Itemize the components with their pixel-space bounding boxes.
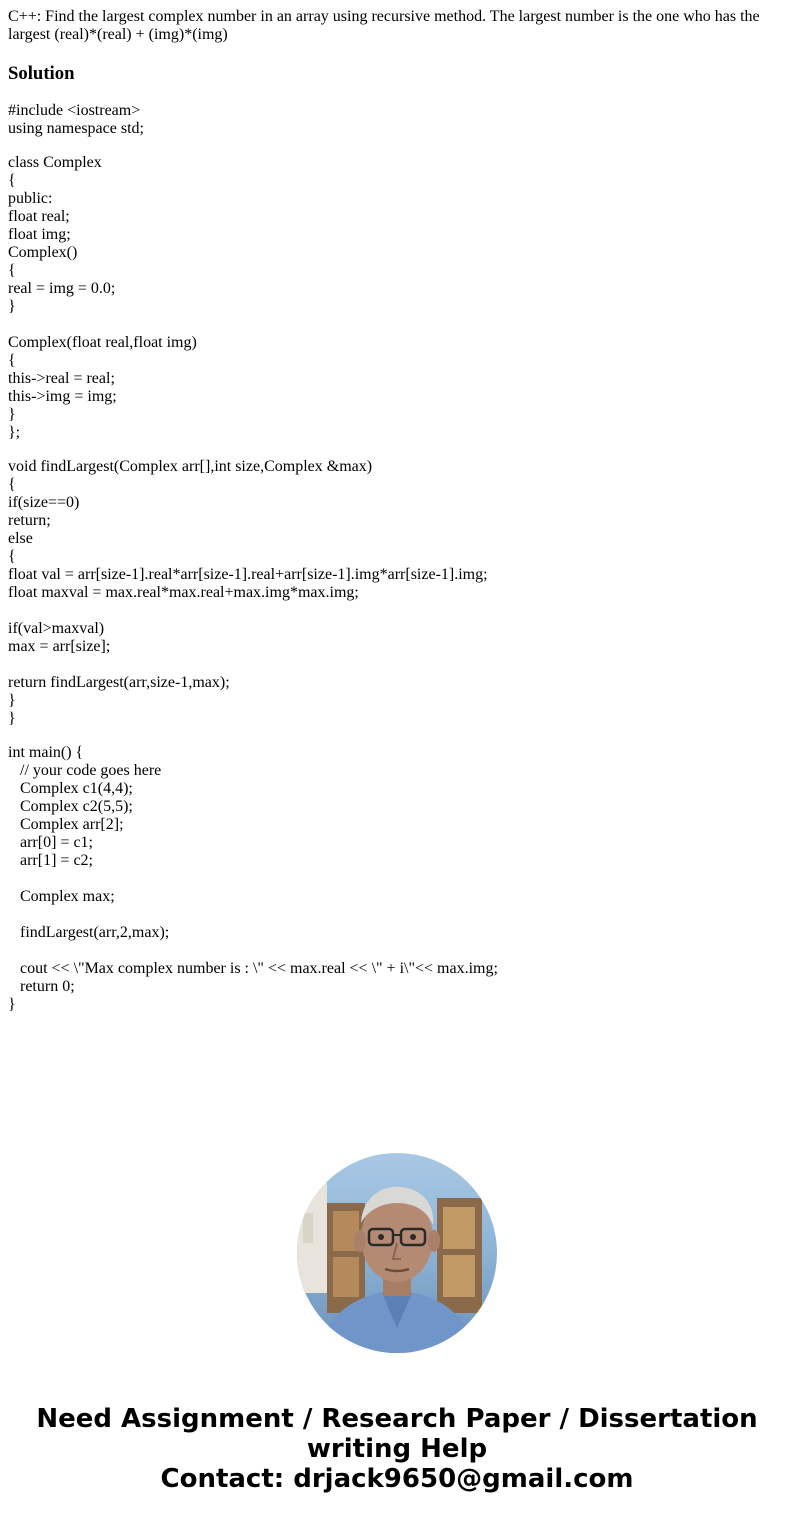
code-line: cout << \"Max complex number is : \" << max.real << \" + i\"<< max.img; <box>8 960 498 977</box>
code-line: float real; <box>8 208 70 225</box>
promo-contact: Contact: drjack9650@gmail.com <box>160 1464 634 1494</box>
code-paragraph <box>8 102 784 138</box>
code-paragraph <box>8 154 784 442</box>
code-line: void findLargest(Complex arr[],int size,Complex &max) <box>8 458 373 475</box>
promo-banner <box>0 1404 794 1494</box>
solution-heading: Solution <box>8 63 75 84</box>
author-portrait-image <box>297 1153 497 1353</box>
code-line <box>8 656 784 674</box>
code-paragraph <box>8 458 784 728</box>
solution-code <box>8 102 784 1030</box>
code-line: int main() { <box>8 744 84 761</box>
code-line: { <box>8 548 16 565</box>
code-line: } <box>8 710 16 727</box>
code-line: if(val>maxval) <box>8 620 105 637</box>
code-line: Complex max; <box>8 888 115 905</box>
code-line: } <box>8 996 16 1013</box>
promo-line-1: Need Assignment / Research Paper / Dissertation <box>36 1404 758 1434</box>
code-line: } <box>8 692 16 709</box>
code-line <box>8 870 784 888</box>
author-photo <box>297 1153 497 1353</box>
code-line: } <box>8 406 16 423</box>
code-line <box>8 316 784 334</box>
code-line: return findLargest(arr,size-1,max); <box>8 674 230 691</box>
code-line: this->real = real; <box>8 370 115 387</box>
code-line: } <box>8 298 16 315</box>
code-line: float val = arr[size-1].real*arr[size-1].real+arr[size-1].img*arr[size-1].img; <box>8 566 488 583</box>
code-paragraph <box>8 744 784 1014</box>
code-line: Complex c2(5,5); <box>8 798 133 815</box>
code-line: max = arr[size]; <box>8 638 111 655</box>
code-line: class Complex <box>8 154 102 171</box>
code-line: }; <box>8 424 21 441</box>
code-line: Complex() <box>8 244 78 261</box>
code-line: { <box>8 476 16 493</box>
promo-line-2: writing Help <box>306 1434 488 1464</box>
code-line: float img; <box>8 226 71 243</box>
code-line: Complex arr[2]; <box>8 816 124 833</box>
code-line: return 0; <box>8 978 75 995</box>
code-line <box>8 942 784 960</box>
code-line: real = img = 0.0; <box>8 280 116 297</box>
code-line: findLargest(arr,2,max); <box>8 924 170 941</box>
code-line: public: <box>8 190 53 207</box>
code-line: #include <iostream> <box>8 102 141 119</box>
code-line: { <box>8 352 16 369</box>
code-line: return; <box>8 512 51 529</box>
code-line: if(size==0) <box>8 494 80 511</box>
code-line: // your code goes here <box>8 762 162 779</box>
code-line: else <box>8 530 33 547</box>
code-line <box>8 602 784 620</box>
code-line: this->img = img; <box>8 388 117 405</box>
code-line: Complex(float real,float img) <box>8 334 197 351</box>
question-text: C++: Find the largest complex number in an array using recursive method. The largest number is the one who has the largest (real)*(real) + (img)*(img) <box>8 8 760 43</box>
code-line: { <box>8 172 16 189</box>
code-line <box>8 906 784 924</box>
code-line: arr[1] = c2; <box>8 852 93 869</box>
code-line: arr[0] = c1; <box>8 834 93 851</box>
code-line: Complex c1(4,4); <box>8 780 133 797</box>
code-line: using namespace std; <box>8 120 144 137</box>
code-line: float maxval = max.real*max.real+max.img*max.img; <box>8 584 359 601</box>
code-line: { <box>8 262 16 279</box>
